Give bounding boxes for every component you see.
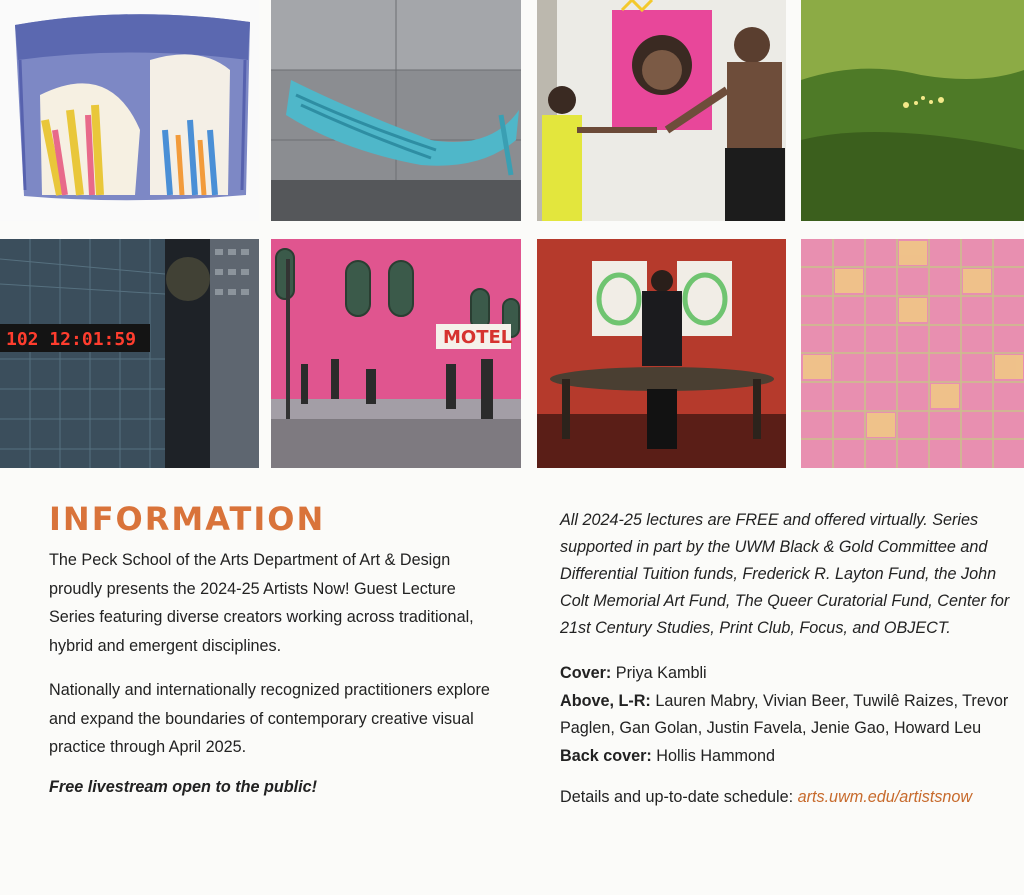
artists-now-link[interactable]: arts.uwm.edu/artistsnow bbox=[797, 788, 973, 806]
funding-paragraph: All 2024-25 lectures are FREE and offered virtually. Series supported in part by the UWM Black & Gold Committee and Differential Tuition funds, Frederick R. Layton Fund, the John Colt Memorial Art Fund, The Queer Curatorial Fund, Center for 21st Century Studies, Print Club, Focus, and OBJECT. bbox=[560, 511, 1010, 637]
livestream-note: Free livestream open to the public! bbox=[49, 777, 318, 796]
practitioners-paragraph: Nationally and internationally recognized practitioners explore and expand the boundaries of contemporary creative visual practice through April 2025. bbox=[49, 681, 490, 756]
above-value: Lauren Mabry, Vivian Beer, Tuwilê Raizes, Trevor Paglen, Gan Golan, Justin Favela, Jenie Gao, Howard Leu bbox=[560, 691, 1009, 737]
photo-red-gallery bbox=[537, 239, 786, 468]
photo-led-counter-building bbox=[0, 239, 259, 468]
led-counter-text: 102 12:01:59 bbox=[6, 329, 137, 350]
details-line bbox=[560, 788, 1022, 807]
cover-value: Priya Kambli bbox=[615, 664, 707, 682]
details-text: Details and up-to-date schedule: bbox=[560, 788, 794, 806]
above-label: Above, L-R: bbox=[560, 691, 651, 710]
photo-credits bbox=[560, 660, 1022, 770]
photo-pink-motel-street bbox=[271, 239, 521, 468]
back-cover-label: Back cover: bbox=[560, 746, 652, 765]
photo-teal-sculpture bbox=[271, 0, 521, 221]
funding-credits-section bbox=[560, 507, 1022, 807]
photo-mural-people bbox=[537, 0, 786, 221]
intro-paragraph: The Peck School of the Arts Department of Art & Design proudly presents the 2024-25 Artists Now! Guest Lecture Series featuring diverse creators working across traditional, hybrid and emergent disciplines. bbox=[49, 551, 474, 655]
photo-colorful-sculpture bbox=[0, 0, 259, 221]
motel-sign-text: MOTEL bbox=[443, 327, 513, 348]
cover-label: Cover: bbox=[560, 664, 612, 682]
back-cover-value: Hollis Hammond bbox=[656, 746, 776, 765]
information-section bbox=[49, 500, 499, 797]
information-heading: INFORMATION bbox=[49, 500, 326, 538]
photo-pink-paper-grid bbox=[801, 239, 1024, 468]
photo-green-landscape bbox=[801, 0, 1024, 221]
